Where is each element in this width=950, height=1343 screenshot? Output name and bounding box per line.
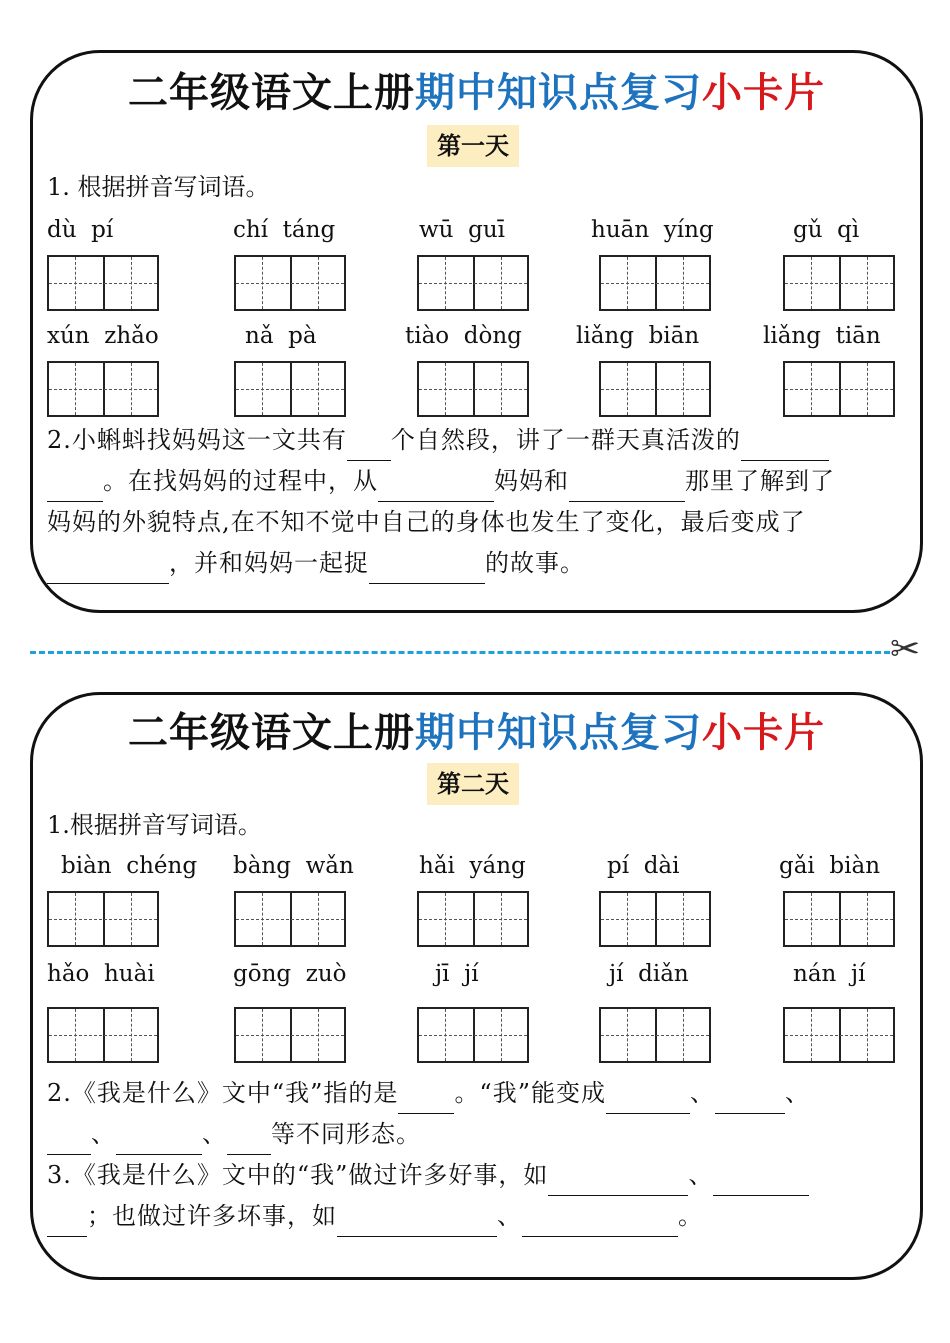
answer-blank[interactable]	[47, 1206, 87, 1237]
writing-grid[interactable]	[234, 361, 346, 417]
question-text: 、	[689, 1079, 715, 1107]
title-part-blue: 期中知识点复习	[415, 710, 702, 756]
answer-blank[interactable]	[116, 1124, 202, 1155]
card-day-two	[30, 692, 923, 1280]
writing-grid[interactable]	[599, 1007, 711, 1063]
answer-blank[interactable]	[741, 430, 829, 461]
answer-blank[interactable]	[548, 1165, 688, 1196]
writing-grid[interactable]	[417, 1007, 529, 1063]
question-text: 3.《我是什么》文中的“我”做过许多好事，如	[47, 1161, 549, 1189]
answer-blank[interactable]	[337, 1206, 497, 1237]
pinyin-label: liǎng biān	[576, 323, 700, 349]
question-1-label: 1.根据拼音写词语。	[47, 811, 262, 839]
question-2-and-3	[47, 1073, 907, 1237]
question-text: 、	[688, 1161, 714, 1189]
question-text: 妈妈的外貌特点,在不知不觉中自己的身体也发生了变化，最后变成了	[47, 508, 806, 536]
pinyin-label: hǎi yáng	[419, 853, 526, 879]
pinyin-label: tiào dòng	[405, 323, 522, 349]
question-1-label: 1. 根据拼音写词语。	[47, 173, 270, 201]
question-text: 、	[91, 1120, 116, 1148]
answer-blank[interactable]	[713, 1165, 809, 1196]
writing-grid[interactable]	[783, 361, 895, 417]
answer-blank[interactable]	[347, 430, 391, 461]
writing-grid[interactable]	[417, 891, 529, 947]
pinyin-label: chí táng	[233, 217, 336, 243]
title-part-black: 二年级语文上册	[128, 70, 415, 116]
question-text: 、	[497, 1202, 522, 1230]
question-text: 、	[784, 1079, 810, 1107]
card-title	[33, 61, 920, 118]
question-text: 妈妈和	[494, 467, 569, 495]
writing-grid[interactable]	[417, 361, 529, 417]
question-text: 。“我”能变成	[454, 1079, 606, 1107]
question-text: ；也做过许多坏事，如	[87, 1202, 337, 1230]
cut-line	[30, 651, 890, 654]
pinyin-label: xún zhǎo	[47, 323, 159, 349]
pinyin-label: nǎ pà	[245, 323, 317, 349]
pinyin-label: huān yíng	[591, 217, 714, 243]
pinyin-label: pí dài	[607, 853, 680, 879]
question-text: 的故事。	[485, 549, 585, 577]
day-label: 第二天	[427, 763, 519, 805]
writing-grid[interactable]	[599, 891, 711, 947]
answer-blank[interactable]	[398, 1083, 454, 1114]
card-day-one	[30, 50, 923, 613]
writing-grid[interactable]	[47, 1007, 159, 1063]
writing-grid[interactable]	[599, 361, 711, 417]
pinyin-label: dù pí	[47, 217, 114, 243]
answer-blank[interactable]	[47, 1124, 91, 1155]
answer-blank[interactable]	[47, 553, 169, 584]
question-2	[47, 420, 907, 584]
answer-blank[interactable]	[522, 1206, 678, 1237]
day-label: 第一天	[427, 125, 519, 167]
pinyin-label: wū guī	[419, 217, 506, 243]
answer-blank[interactable]	[47, 471, 103, 502]
writing-grid[interactable]	[47, 255, 159, 311]
pinyin-label: gǔ qì	[793, 217, 860, 243]
title-part-red: 小卡片	[702, 710, 825, 756]
writing-grid[interactable]	[599, 255, 711, 311]
answer-blank[interactable]	[369, 553, 485, 584]
pinyin-label: nán jí	[793, 961, 866, 987]
question-text: 个自然段，讲了一群天真活泼的	[390, 426, 741, 454]
pinyin-label: hǎo huài	[47, 961, 155, 987]
question-text: 2.小蝌蚪找妈妈这一文共有	[47, 426, 347, 454]
writing-grid[interactable]	[417, 255, 529, 311]
writing-grid[interactable]	[234, 255, 346, 311]
pinyin-label: gǎi biàn	[779, 853, 881, 879]
question-text: 那里了解到了	[685, 467, 835, 495]
pinyin-label: jí diǎn	[609, 961, 689, 987]
pinyin-label: liǎng tiān	[763, 323, 881, 349]
writing-grid[interactable]	[783, 255, 895, 311]
title-part-red: 小卡片	[702, 70, 825, 116]
scissors-icon: ✂	[890, 629, 921, 670]
card-title	[33, 701, 920, 758]
title-part-black: 二年级语文上册	[128, 710, 415, 756]
title-part-blue: 期中知识点复习	[415, 70, 702, 116]
question-text: ，并和妈妈一起捉	[169, 549, 369, 577]
writing-grid[interactable]	[234, 1007, 346, 1063]
writing-grid[interactable]	[47, 891, 159, 947]
question-text: 。	[678, 1202, 703, 1230]
question-text: 2.《我是什么》文中“我”指的是	[47, 1079, 399, 1107]
pinyin-label: biàn chéng	[61, 853, 198, 879]
question-text: 。在找妈妈的过程中，从	[103, 467, 378, 495]
writing-grid[interactable]	[783, 891, 895, 947]
writing-grid[interactable]	[783, 1007, 895, 1063]
answer-blank[interactable]	[227, 1124, 271, 1155]
pinyin-label: gōng zuò	[233, 961, 347, 987]
pinyin-label: bàng wǎn	[233, 853, 354, 879]
question-text: 、	[202, 1120, 227, 1148]
pinyin-label: jī jí	[435, 961, 479, 987]
answer-blank[interactable]	[715, 1083, 785, 1114]
answer-blank[interactable]	[569, 471, 685, 502]
answer-blank[interactable]	[606, 1083, 690, 1114]
writing-grid[interactable]	[47, 361, 159, 417]
question-text: 等不同形态。	[271, 1120, 421, 1148]
answer-blank[interactable]	[378, 471, 494, 502]
writing-grid[interactable]	[234, 891, 346, 947]
